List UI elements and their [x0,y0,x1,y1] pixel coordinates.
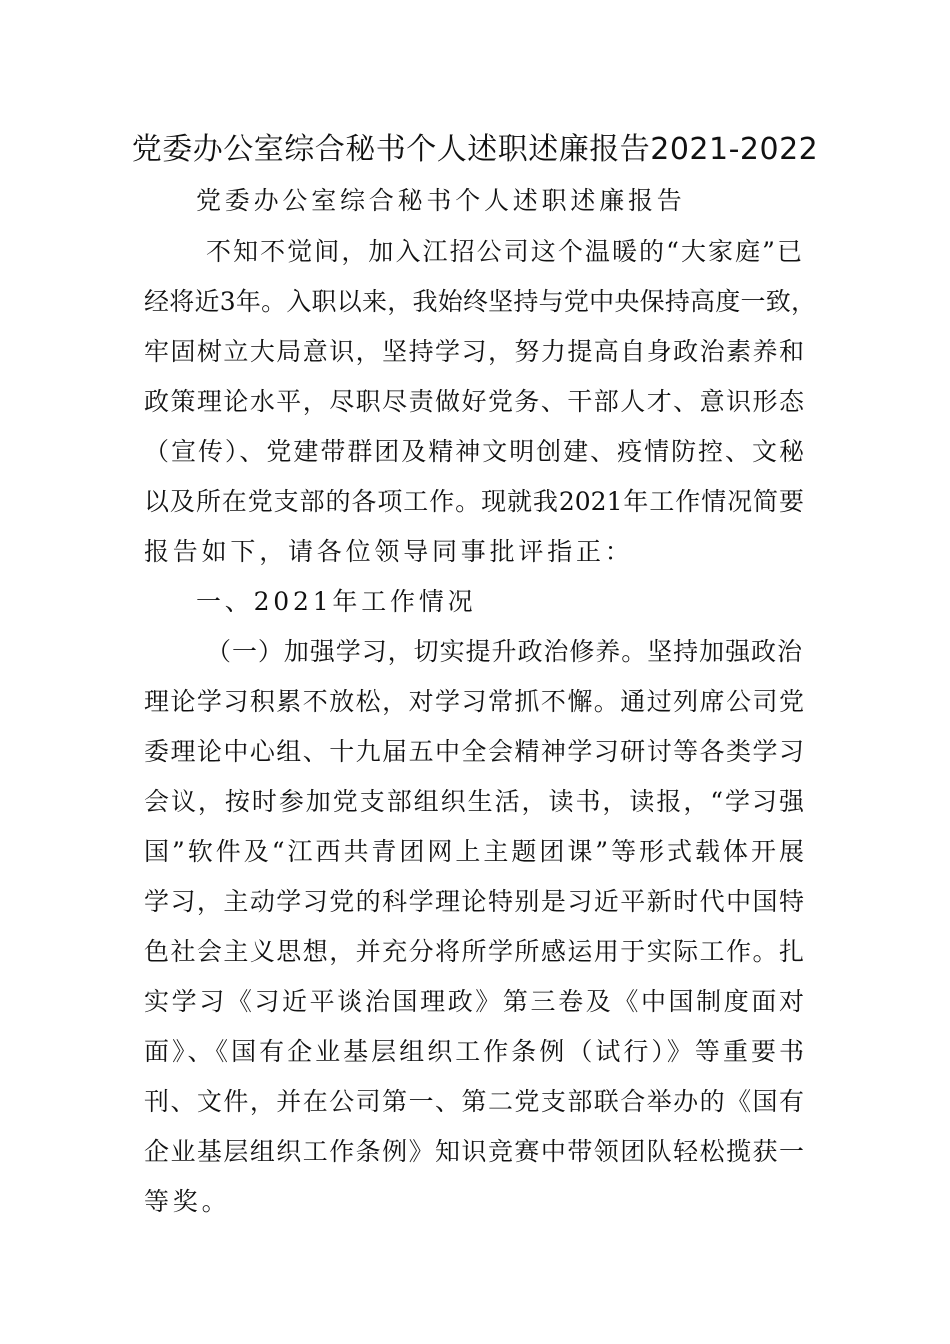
paragraph-line: （宣传）、党建带群团及精神文明创建、疫情防控、文秘 [144,437,804,466]
paragraph-line: 企业基层组织工作条例》知识竞赛中带领团队轻松揽获一 [144,1137,804,1166]
paragraph-line: 学习，主动学习党的科学理论特别是习近平新时代中国特 [144,887,804,916]
paragraph-line: 政策理论水平，尽职尽责做好党务、干部人才、意识形态 [144,387,804,416]
paragraph-line: 牢固树立大局意识，坚持学习，努力提高自身政治素养和 [144,337,804,366]
paragraph-line: （一）加强学习，切实提升政治修养。坚持加强政治 [206,637,802,666]
paragraph-line: 会议，按时参加党支部组织生活，读书，读报，“学习强 [144,787,804,816]
paragraph-line: 不知不觉间，加入江招公司这个温暖的“大家庭”已 [206,237,802,266]
paragraph-line: 理论学习积累不放松，对学习常抓不懈。通过列席公司党 [144,687,804,716]
paragraph-line: 委理论中心组、十九届五中全会精神学习研讨等各类学习 [144,737,804,766]
paragraph-line: 刊、文件，并在公司第一、第二党支部联合举办的《国有 [144,1087,804,1116]
paragraph-line: 实学习《习近平谈治国理政》第三卷及《中国制度面对 [144,987,804,1016]
paragraph-line: 面》、《国有企业基层组织工作条例（试行）》等重要书 [144,1037,804,1066]
paragraph-line: 色社会主义思想，并充分将所学所感运用于实际工作。扎 [144,937,804,966]
section-heading: 一、2021年工作情况 [196,587,477,616]
document-title: 党委办公室综合秘书个人述职述廉报告2021-2022 [131,132,819,167]
paragraph-line: 国”软件及“江西共青团网上主题团课”等形式载体开展 [144,837,804,866]
paragraph-line: 等奖。 [144,1187,231,1216]
paragraph-line: 报告如下，请各位领导同事批评指正： [144,537,634,566]
paragraph-line: 以及所在党支部的各项工作。现就我2021年工作情况简要 [144,487,804,516]
document-subtitle: 党委办公室综合秘书个人述职述廉报告 [196,186,686,215]
paragraph-line: 经将近3年。入职以来，我始终坚持与党中央保持高度一致， [144,287,816,316]
